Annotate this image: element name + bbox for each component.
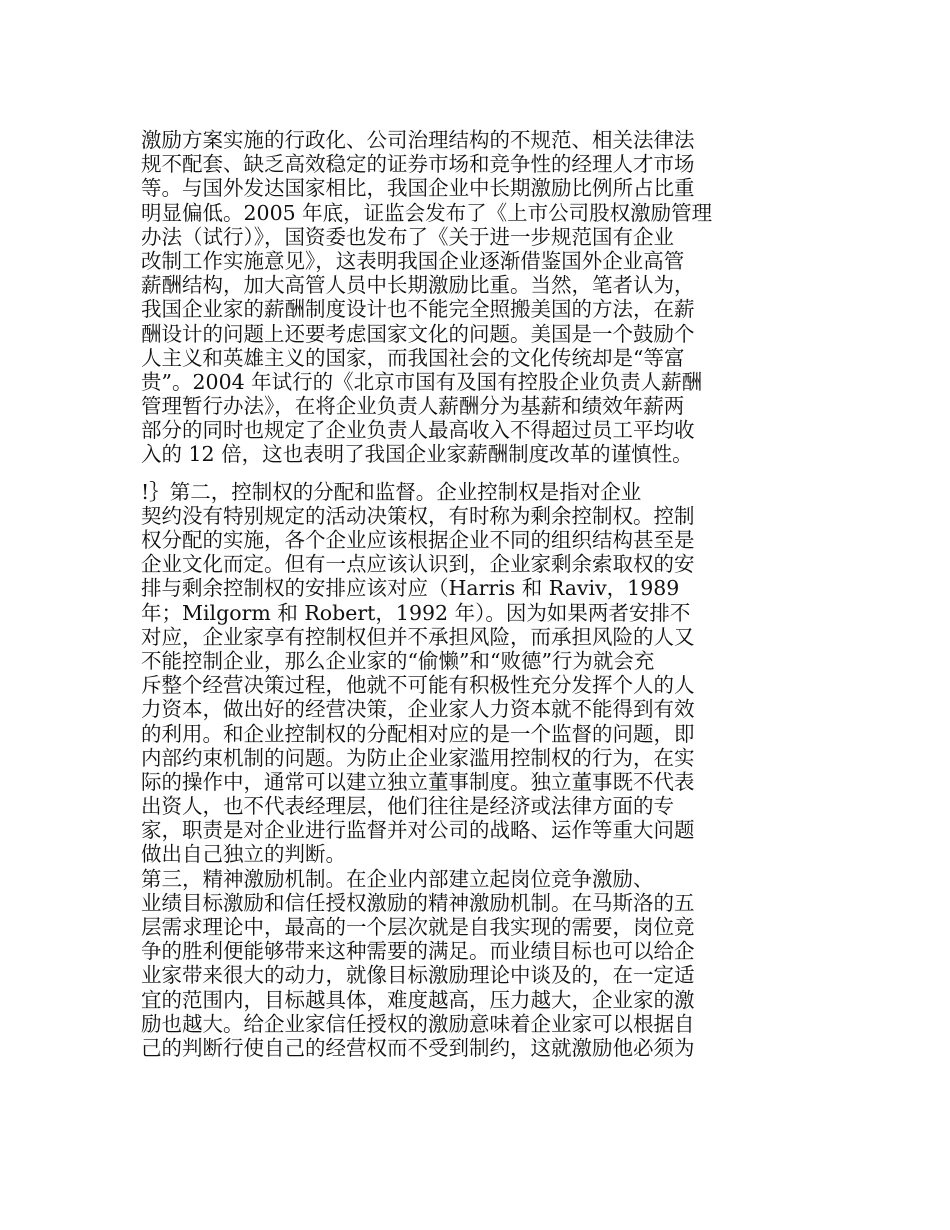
- text-line: 力资本，做出好的经营决策，企业家人力资本就不能得到有效: [141, 697, 695, 722]
- text-line: 排与剩余控制权的安排应该对应（Harris 和 Raviv，1989: [141, 576, 680, 601]
- text-line: 家，职责是对企业进行监督并对公司的战略、运作等重大问题: [141, 818, 695, 843]
- paragraph-p3: [141, 867, 741, 1061]
- text-line: 办法（试行）》，国资委也发布了《关于进一步规范国有企业: [141, 224, 674, 249]
- text-line: 励也越大。给企业家信任授权的激励意味着企业家可以根据自: [141, 1011, 695, 1036]
- text-line: 贵”。2004 年试行的《北京市国有及国有控股企业负责人薪酬: [141, 369, 703, 394]
- text-line: 入的 12 倍，这也表明了我国企业家薪酬制度改革的谨慎性。: [141, 442, 693, 467]
- text-line: 改制工作实施意见》，这表明我国企业逐渐借鉴国外企业高管: [141, 248, 685, 273]
- text-line: 内部约束机制的问题。为防止企业家滥用控制权的行为，在实: [141, 745, 695, 770]
- text-line: 薪酬结构，加大高管人员中长期激励比重。当然，笔者认为，: [141, 273, 695, 298]
- text-line: 出资人，也不代表经理层，他们往往是经济或法律方面的专: [141, 794, 674, 819]
- text-line: 争的胜利便能够带来这种需要的满足。而业绩目标也可以给企: [141, 939, 695, 964]
- text-line: 企业文化而定。但有一点应该认识到，企业家剩余索取权的安: [141, 552, 695, 577]
- text-line: 第三，精神激励机制。在企业内部建立起岗位竞争激励、: [141, 866, 654, 891]
- text-line: 等。与国外发达国家相比，我国企业中长期激励比例所占比重: [141, 176, 695, 201]
- text-line: 权分配的实施，各个企业应该根据企业不同的组织结构甚至是: [141, 528, 695, 552]
- text-line: 契约没有特别规定的活动决策权，有时称为剩余控制权。控制: [141, 503, 695, 528]
- text-line: 宜的范围内，目标越具体，难度越高，压力越大，企业家的激: [141, 987, 695, 1012]
- text-line: 我国企业家的薪酬制度设计也不能完全照搬美国的方法，在薪: [141, 297, 695, 322]
- paragraph-p2: [141, 480, 741, 867]
- document-body: [141, 128, 741, 1060]
- text-line: 规不配套、缺乏高效稳定的证券市场和竞争性的经理人才市场: [141, 152, 695, 177]
- text-line: 斥整个经营决策过程，他就不可能有积极性充分发挥个人的人: [141, 673, 695, 698]
- text-line: 际的操作中，通常可以建立独立董事制度。独立董事既不代表: [141, 769, 695, 794]
- text-line: 对应，企业家享有控制权但并不承担风险，而承担风险的人又: [141, 624, 695, 649]
- text-line: 激励方案实施的行政化、公司治理结构的不规范、相关法律法: [141, 128, 695, 152]
- text-line: 年；Milgorm 和 Robert，1992 年）。因为如果两者安排不: [141, 600, 691, 625]
- text-line: 明显偏低。2005 年底，证监会发布了《上市公司股权激励管理: [141, 200, 713, 225]
- text-line: 人主义和英雄主义的国家，而我国社会的文化传统却是“等富: [141, 345, 685, 370]
- text-line: 层需求理论中，最高的一个层次就是自我实现的需要，岗位竞: [141, 915, 695, 939]
- text-line: 做出自己独立的判断。: [141, 842, 346, 867]
- paragraph-p1: [141, 128, 741, 467]
- text-line: 不能控制企业，那么企业家的“偷懒”和“败德”行为就会充: [141, 648, 655, 673]
- document-page: [141, 128, 741, 1060]
- text-line: 己的判断行使自己的经营权而不受到制约，这就激励他必须为: [141, 1035, 695, 1060]
- text-line: 酬设计的问题上还要考虑国家文化的问题。美国是一个鼓励个: [141, 321, 695, 346]
- text-line: 管理暂行办法》，在将企业负责人薪酬分为基薪和绩效年薪两: [141, 394, 685, 419]
- text-line: 业绩目标激励和信任授权激励的精神激励机制。在马斯洛的五: [141, 890, 695, 915]
- paragraph-spacer: [141, 467, 741, 480]
- text-line: !｝第二，控制权的分配和监督。企业控制权是指对企业: [141, 479, 642, 504]
- text-line: 的利用。和企业控制权的分配相对应的是一个监督的问题，即: [141, 721, 695, 746]
- text-line: 部分的同时也规定了企业负责人最高收入不得超过员工平均收: [141, 418, 695, 443]
- text-line: 业家带来很大的动力，就像目标激励理论中谈及的，在一定适: [141, 963, 695, 988]
